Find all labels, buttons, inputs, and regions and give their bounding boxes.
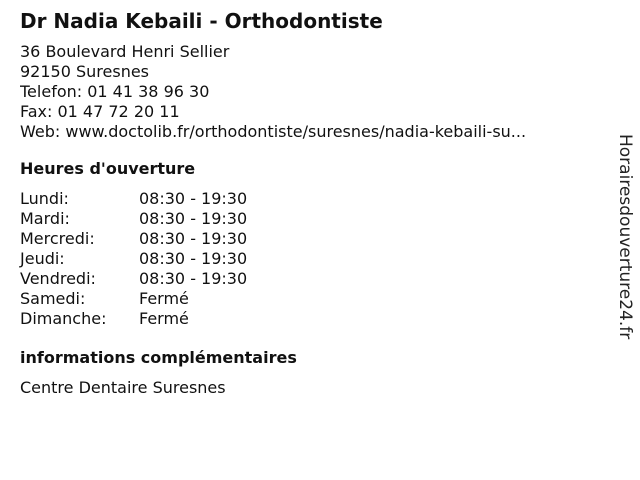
street-address: 36 Boulevard Henri Sellier xyxy=(20,42,230,61)
day-label: Dimanche: xyxy=(20,309,107,328)
additional-info-heading: informations complémentaires xyxy=(20,348,297,367)
fax-number: Fax: 01 47 72 20 11 xyxy=(20,102,180,121)
day-label: Jeudi: xyxy=(20,249,65,268)
postal-city: 92150 Suresnes xyxy=(20,62,150,81)
hours-row-mardi xyxy=(20,209,590,229)
day-label: Samedi: xyxy=(20,289,86,308)
time-value: 08:30 - 19:30 xyxy=(139,209,248,228)
time-value: 08:30 - 19:30 xyxy=(139,189,248,208)
day-label: Mardi: xyxy=(20,209,70,228)
day-label: Mercredi: xyxy=(20,229,95,248)
opening-hours-table xyxy=(20,189,590,329)
business-card xyxy=(20,8,590,398)
hours-row-vendredi xyxy=(20,269,590,289)
time-value: 08:30 - 19:30 xyxy=(139,269,248,288)
day-label: Vendredi: xyxy=(20,269,96,288)
website-link[interactable]: Web: www.doctolib.fr/orthodontiste/suresnes/nadia-kebaili-su... xyxy=(20,122,527,141)
opening-hours-heading: Heures d'ouverture xyxy=(20,159,196,178)
address-block xyxy=(20,42,590,142)
hours-row-mercredi xyxy=(20,229,590,249)
time-value: Fermé xyxy=(139,309,189,328)
time-value: Fermé xyxy=(139,289,189,308)
time-value: 08:30 - 19:30 xyxy=(139,249,248,268)
hours-row-dimanche xyxy=(20,309,590,329)
time-value: 08:30 - 19:30 xyxy=(139,229,248,248)
hours-row-samedi xyxy=(20,289,590,309)
hours-row-lundi xyxy=(20,189,590,209)
brand-watermark: Horairesdouverture24.fr xyxy=(615,134,635,340)
phone-number: Telefon: 01 41 38 96 30 xyxy=(20,82,210,101)
day-label: Lundi: xyxy=(20,189,69,208)
page-title: Dr Nadia Kebaili - Orthodontiste xyxy=(20,9,383,33)
hours-row-jeudi xyxy=(20,249,590,269)
additional-info-text: Centre Dentaire Suresnes xyxy=(20,378,226,397)
